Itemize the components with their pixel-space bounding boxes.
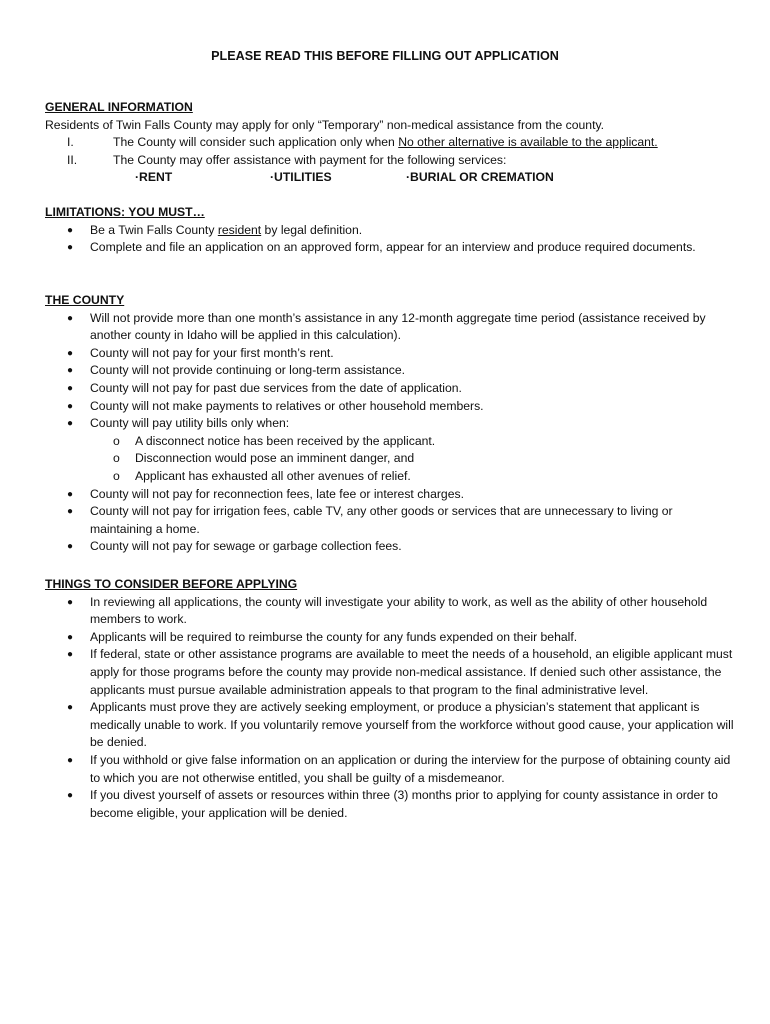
consider-section (45, 576, 735, 822)
limitations-section (45, 204, 735, 257)
list-item (45, 345, 735, 363)
resident-underlined: resident (217, 222, 262, 237)
county-list (45, 310, 735, 556)
list-item (45, 629, 735, 647)
list-item (45, 646, 735, 699)
sub-list-item (90, 468, 735, 486)
bullet-icon: ● (67, 649, 74, 661)
county-section (45, 292, 735, 556)
list-item (45, 380, 735, 398)
circle-bullet-icon: o (113, 468, 120, 483)
list-item (45, 699, 735, 752)
list-item (45, 752, 735, 787)
bullet-icon: ● (67, 631, 74, 643)
roman-numeral: I. (67, 135, 74, 150)
bullet-icon: ● (67, 365, 74, 377)
bullet-icon: ● (67, 596, 74, 608)
list-item (45, 594, 735, 629)
county-heading: THE COUNTY (45, 293, 125, 307)
utility-conditions-list (90, 433, 735, 486)
roman-item-1 (45, 134, 735, 152)
list-item-text: County will not pay for past due services from the date of application. (90, 380, 462, 395)
limitations-item-2: Complete and file an application on an approved form, appear for an interview and produce required documents. (90, 240, 696, 255)
general-information-section (45, 99, 735, 187)
list-item (45, 787, 735, 822)
bullet-icon: ● (67, 506, 74, 518)
list-item-text: If federal, state or other assistance programs are available to meet the needs of a household, an eligible applicant must apply for those programs before the county may provide non-medical assistance. If denied such other assistance, the applicants must pursue available administration appeals to that program to the final administrative level. (90, 647, 733, 697)
bullet-icon: ● (67, 702, 74, 714)
list-item (45, 239, 735, 257)
bullet-icon: ● (67, 754, 74, 766)
circle-bullet-icon: o (113, 451, 120, 466)
roman-item-1-underlined: No other alternative is available to the applicant. (398, 135, 658, 150)
bullet-icon: ● (67, 312, 74, 324)
service-rent: ·RENT (135, 170, 173, 185)
roman-numeral: II. (67, 152, 78, 167)
general-intro-text: Residents of Twin Falls County may apply for only “Temporary” non-medical assistance from the county. (45, 117, 605, 132)
list-item-text: County will not make payments to relatives or other household members. (90, 398, 484, 413)
list-item (45, 538, 735, 556)
list-item (45, 310, 735, 345)
bullet-icon: ● (67, 488, 74, 500)
bullet-icon: ● (67, 224, 74, 236)
list-item-text: County will not pay for sewage or garbage collection fees. (90, 539, 402, 554)
list-item (45, 486, 735, 504)
list-item-text: County will not provide continuing or long-term assistance. (90, 363, 406, 378)
bullet-icon: ● (67, 541, 74, 553)
bullet-icon: ● (67, 382, 74, 394)
list-item-text: County will pay utility bills only when: (90, 416, 290, 431)
list-item (45, 222, 735, 240)
list-item (45, 362, 735, 380)
circle-bullet-icon: o (113, 433, 120, 448)
consider-heading: THINGS TO CONSIDER BEFORE APPLYING (45, 577, 298, 591)
list-item-text: Will not provide more than one month’s assistance in any 12-month aggregate time period (assistance received by another county in Idaho will be applied in this calculation). (90, 310, 706, 343)
list-item-text: If you divest yourself of assets or resources within three (3) months prior to applying for county assistance in order to become eligible, your application will be denied. (90, 788, 718, 820)
general-information-heading: GENERAL INFORMATION (45, 100, 193, 114)
list-item-text: Applicants will be required to reimburse the county for any funds expended on their behalf. (90, 629, 578, 644)
roman-item-2-text: The County may offer assistance with payment for the following services: (113, 152, 507, 167)
list-item-text: County will not pay for your first month’s rent. (90, 345, 334, 360)
roman-item-1-text: The County will consider such application only when (113, 135, 399, 150)
list-item-text: Applicants must prove they are actively seeking employment, or produce a physician’s statement that applicant is medically unable to work. If you voluntarily remove yourself from the workforce without good cause, your application will be denied. (90, 700, 734, 750)
bullet-icon: ● (67, 790, 74, 802)
sub-list-item (90, 433, 735, 451)
list-item-text: In reviewing all applications, the county will investigate your ability to work, as well as the ability of other household members to work. (90, 594, 708, 627)
page-title: PLEASE READ THIS BEFORE FILLING OUT APPLICATION (211, 49, 559, 63)
list-item (45, 398, 735, 416)
list-item (45, 415, 735, 485)
consider-list (45, 594, 735, 823)
bullet-icon: ● (67, 347, 74, 359)
limitations-list (45, 222, 735, 257)
bullet-icon: ● (67, 400, 74, 412)
sub-list-item-text: A disconnect notice has been received by the applicant. (135, 433, 436, 448)
service-burial: ·BURIAL OR CREMATION (406, 170, 554, 185)
bullet-icon: ● (67, 242, 74, 254)
sub-list-item-text: Applicant has exhausted all other avenues of relief. (135, 468, 411, 483)
limitations-item-1-post: by legal definition. (261, 222, 363, 237)
service-utilities: ·UTILITIES (270, 170, 332, 185)
sub-list-item-text: Disconnection would pose an imminent danger, and (135, 451, 415, 466)
roman-item-text (113, 134, 658, 152)
list-item-text: County will not pay for reconnection fees, late fee or interest charges. (90, 486, 464, 501)
bullet-icon: ● (67, 418, 74, 430)
roman-item-2 (45, 152, 735, 170)
list-item (45, 503, 735, 538)
list-item-text: If you withhold or give false information on an application or during the interview for the purpose of obtaining county aid to which you are not otherwise entitled, you shall be guilty of a misdemeanor. (90, 752, 731, 785)
limitations-heading: LIMITATIONS: YOU MUST… (45, 205, 205, 219)
limitations-item-1-pre: Be a Twin Falls County (90, 222, 218, 237)
sub-list-item (90, 450, 735, 468)
list-item-text: County will not pay for irrigation fees, cable TV, any other goods or services that are unnecessary to living or maintaining a home. (90, 504, 673, 536)
services-row (45, 169, 735, 187)
